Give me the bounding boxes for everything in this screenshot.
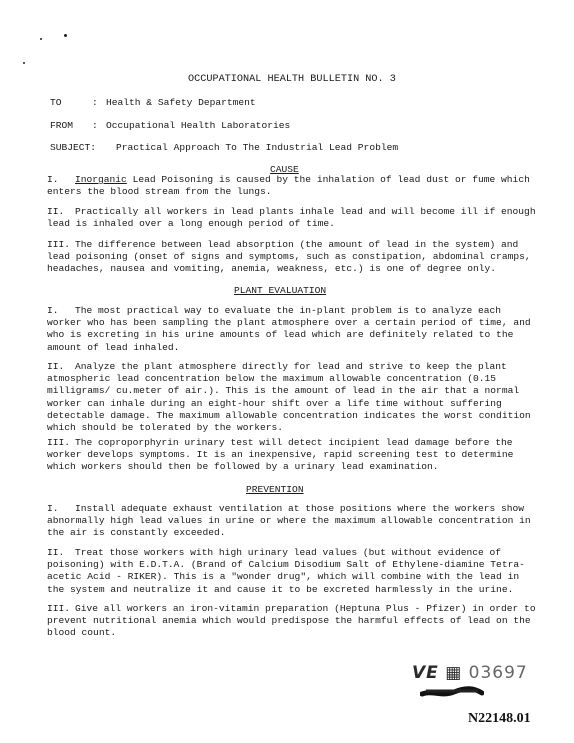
archive-stamp	[412, 663, 528, 683]
stamp-box-icon: ▦	[445, 663, 463, 683]
paragraph-text: Analyze the plant atmosphere directly for lead and strive to keep the plant atmospheric lead concentration below the maximum allowable concentration (0.15 milligrams/ cu.meter of air.). This is the amount of lead in the air that a normal worker can inhale during an eight-hour shift over a life time without suffering detectable damage. The maximum allowable concentration indicates the worst condition which should be tolerated by the workers.	[47, 361, 531, 434]
redaction-scribble	[420, 682, 484, 700]
bulletin-title: OCCUPATIONAL HEALTH BULLETIN NO. 3	[188, 74, 396, 85]
paragraph-number: I.	[47, 503, 59, 514]
cause-paragraph-2	[47, 206, 537, 230]
subject-label: SUBJECT:	[50, 142, 97, 153]
scan-speck	[64, 34, 67, 37]
paragraph-text: Install adequate exhaust ventilation at those positions where the workers show abnormally high lead values in urine or where the maximum allowable concentration in the air is constantly exceeded.	[47, 503, 531, 539]
paragraph-number: III.	[47, 437, 71, 448]
subject-value: Practical Approach To The Industrial Lead Problem	[116, 142, 399, 153]
paragraph-text: The most practical way to evaluate the in-plant problem is to analyze each worker who has been sampling the plant atmosphere over a certain period of time, and who is excreting in his urine amounts of lead which are definitely related to the amount of lead inhaled.	[47, 305, 531, 353]
paragraph-number: III.	[47, 239, 71, 250]
cause-heading: CAUSE	[270, 164, 299, 175]
prevention-paragraph-2	[47, 547, 537, 596]
cause-paragraph-1	[47, 174, 537, 198]
paragraph-text: Practically all workers in lead plants inhale lead and will become ill if enough lead is inhaled over a long enough period of time.	[47, 206, 536, 230]
paragraph-number: I.	[47, 305, 59, 316]
paragraph-text: Treat those workers with high urinary lead values (but without evidence of poisoning) with E.D.T.A. (Brand of Calcium Disodium Salt of Ethylene-diamine Tetra-acetic Acid - RIKER). This is a "wonder drug", which will combine with the lead in the system and neutralize it and cause it to be excreted harmlessly in the urine.	[47, 547, 525, 595]
paragraph-text: Give all workers an iron-vitamin preparation (Heptuna Plus - Pfizer) in order to prevent nutritional anemia which would predispose the harmful effects of lead on the blood count.	[47, 603, 536, 639]
paragraph-text: The coproporphyrin urinary test will detect incipient lead damage before the worker develops symptoms. It is an inexpensive, rapid screening test to determine which workers should then be followed by a urinary lead examination.	[47, 437, 514, 473]
paragraph-number: I.	[47, 174, 59, 185]
plant-paragraph-1	[47, 305, 537, 354]
from-value: Occupational Health Laboratories	[106, 120, 291, 131]
scan-speck	[23, 62, 25, 64]
to-label: TO	[50, 97, 62, 108]
stamp-mark: VE	[412, 663, 439, 683]
to-colon: :	[92, 97, 98, 108]
prevention-paragraph-1	[47, 503, 537, 540]
from-colon: :	[92, 120, 98, 131]
plant-paragraph-3	[47, 437, 537, 474]
paragraph-number: II.	[47, 361, 65, 372]
plant-evaluation-heading: PLANT EVALUATION	[234, 285, 327, 296]
paragraph-number: II.	[47, 547, 65, 558]
prevention-paragraph-3	[47, 603, 537, 640]
paragraph-number: II.	[47, 206, 65, 217]
prevention-heading: PREVENTION	[246, 484, 304, 495]
document-id: N22148.01	[468, 711, 531, 726]
underlined-term: Inorganic	[75, 174, 127, 185]
to-value: Health & Safety Department	[106, 97, 256, 108]
cause-paragraph-3	[47, 239, 537, 276]
plant-paragraph-2	[47, 361, 537, 434]
from-label: FROM	[50, 120, 74, 131]
paragraph-text: The difference between lead absorption (the amount of lead in the system) and lead poisoning (onset of signs and symptoms, such as constipation, abdominal cramps, headaches, nausea and vomiting, anemia, weakness, etc.) is one of degree only.	[47, 239, 531, 275]
stamp-number: 03697	[468, 663, 528, 683]
scan-speck	[40, 38, 42, 40]
paragraph-text: Lead Poisoning is caused by the inhalation of lead dust or fume which enters the blood stream from the lungs.	[47, 174, 530, 198]
paragraph-number: III.	[47, 603, 71, 614]
